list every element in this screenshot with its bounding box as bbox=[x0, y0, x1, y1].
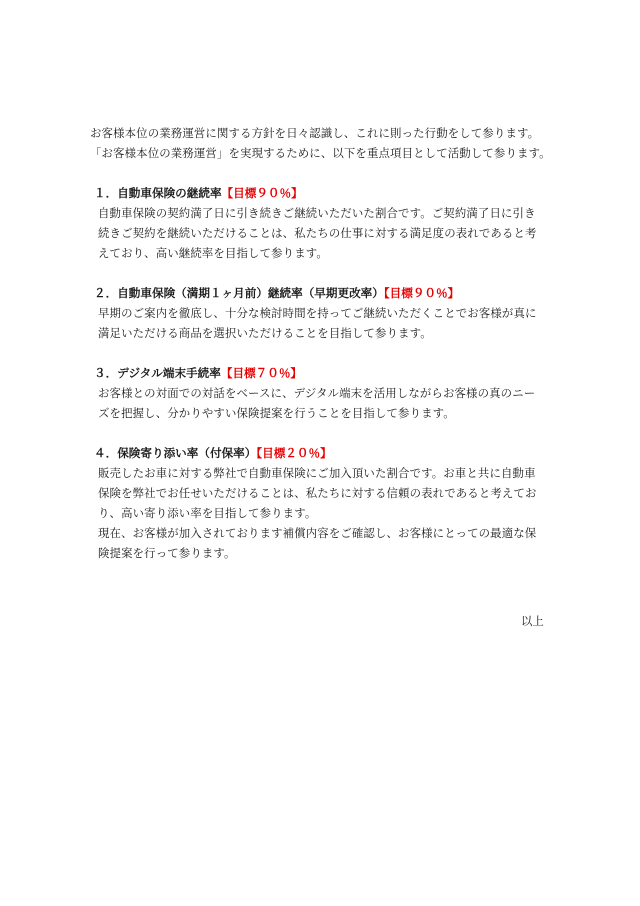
body-line: 自動車保険の契約満了日に引き続きご継続いただいた割合です。ご契約満了日に引き bbox=[98, 206, 536, 220]
body-line: お客様との対面での対話をベースに、デジタル端末を活用しながらお客様の真のニー bbox=[98, 386, 536, 400]
body-line: ズを把握し、分かりやすい保険提案を行うことを目指して参ります。 bbox=[98, 406, 455, 420]
section-title: ２．自動車保険（満期１ヶ月前）継続率（早期更改率） bbox=[94, 286, 384, 300]
target-badge: 【目標２０％】 bbox=[256, 446, 332, 460]
target-badge: 【目標７０％】 bbox=[220, 366, 303, 380]
intro-paragraph bbox=[90, 123, 550, 163]
section-retention-rate bbox=[90, 183, 550, 263]
body-line: 現在、お客様が加入されております補償内容をご確認し、お客様にとっての最適な保 bbox=[98, 526, 537, 540]
body-line: えており、高い継続率を目指して参ります。 bbox=[98, 246, 328, 260]
section-heading bbox=[90, 443, 550, 463]
section-title: ３．デジタル端末手続率 bbox=[94, 366, 221, 380]
section-heading bbox=[90, 363, 550, 383]
section-heading bbox=[90, 283, 550, 303]
closing-text: 以上 bbox=[521, 614, 544, 628]
body-line: 続きご契約を継続いただけることは、私たちの仕事に対する満足度の表れであると考 bbox=[98, 226, 537, 240]
section-body bbox=[90, 203, 550, 263]
body-line: 満足いただける商品を選択いただけることを目指して参ります。 bbox=[98, 326, 432, 340]
body-line: 保険を弊社でお任せいただけることは、私たちに対する信頼の表れであると考えてお bbox=[98, 486, 537, 500]
section-body bbox=[90, 303, 550, 343]
target-badge: 【目標９０％】 bbox=[221, 186, 303, 200]
target-badge: 【目標９０％】 bbox=[383, 286, 460, 300]
section-insurance-attach-rate bbox=[90, 443, 550, 563]
section-heading bbox=[90, 183, 550, 203]
section-body bbox=[90, 383, 550, 423]
body-line: 早期のご案内を徹底し、十分な検討時間を持ってご継続いただくことでお客様が真に bbox=[98, 306, 537, 320]
section-body bbox=[90, 463, 550, 563]
intro-line: 「お客様本位の業務運営」を実現するために、以下を重点項目として活動して参ります。 bbox=[90, 146, 551, 160]
section-digital-procedure-rate bbox=[90, 363, 550, 423]
section-title: ４．保険寄り添い率（付保率） bbox=[94, 446, 257, 460]
section-early-renewal-rate bbox=[90, 283, 550, 343]
body-line: り、高い寄り添い率を目指して参ります。 bbox=[98, 506, 317, 520]
body-line: 販売したお車に対する弊社で自動車保険にご加入頂いた割合です。お車と共に自動車 bbox=[98, 466, 536, 480]
document-content bbox=[90, 123, 550, 563]
intro-line: お客様本位の業務運営に関する方針を日々認識し、これに則った行動をして参ります。 bbox=[90, 126, 540, 140]
body-line: 険提案を行って参ります。 bbox=[98, 546, 236, 560]
section-title: １．自動車保険の継続率 bbox=[94, 186, 222, 200]
